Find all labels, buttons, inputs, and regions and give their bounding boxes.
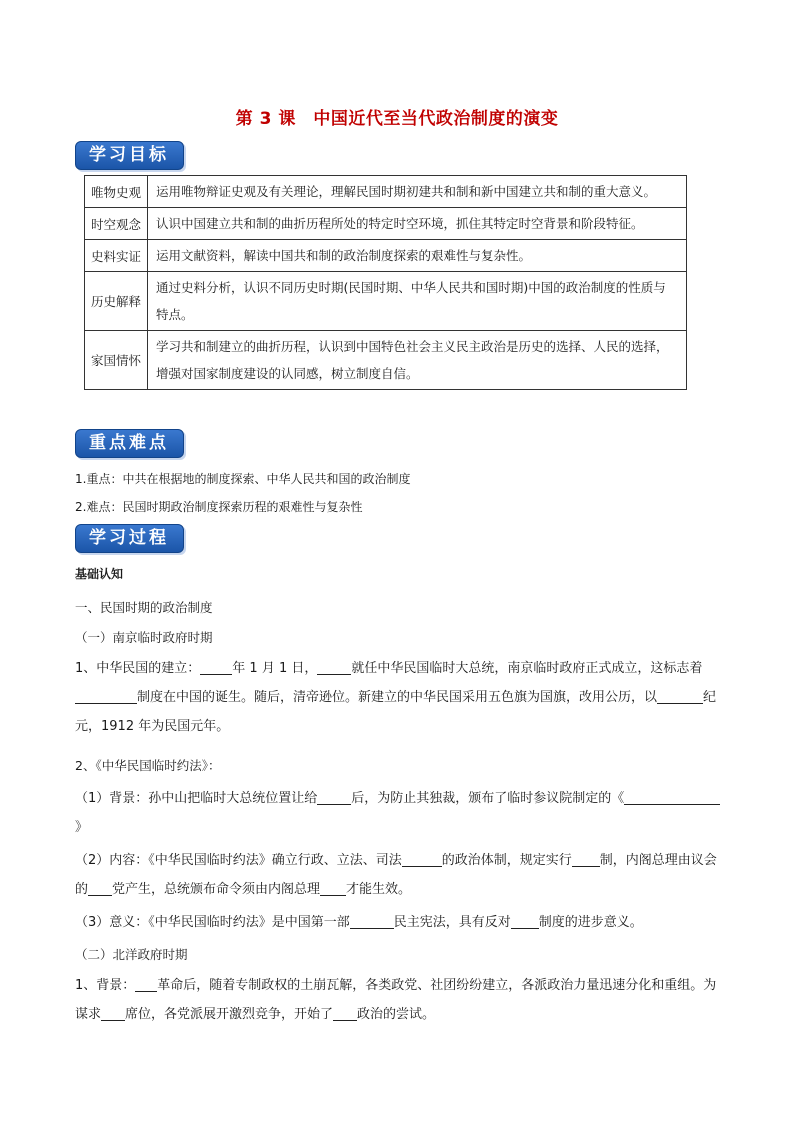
paragraph-background: （1）背景：孙中山把临时大总统位置让给 后，为防止其独裁，颁布了临时参议院制定的《》 <box>75 784 723 842</box>
objective-category: 历史解释 <box>85 272 148 331</box>
key-point: 1.重点：中共在根据地的制度探索、中华人民共和国的政治制度 <box>75 472 411 486</box>
fill-blank[interactable] <box>101 1005 125 1021</box>
table-row <box>85 272 687 331</box>
fill-blank[interactable] <box>350 913 394 929</box>
paragraph-founding: 1、中华民国的建立： 年 1 月 1 日， 就任中华民国临时大总统，南京临时政府正式成立，这标志着制度在中国的诞生。随后，清帝逊位。新建立的中华民国采用五色旗为国旗，改用公历，以 纪元，1912 年为民国元年。 <box>75 661 717 734</box>
fill-blank[interactable] <box>624 789 720 805</box>
paragraph-beiyang: 1、背景： 革命后，随着专制政权的土崩瓦解，各类政党、社团纷纷建立，各派政治力量迅速分化和重组。为谋求 席位，各党派展开激烈竞争，开始了 政治的尝试。 <box>75 978 717 1022</box>
fill-blank[interactable] <box>88 880 112 896</box>
keypoints-badge: 重点难点 <box>75 429 184 458</box>
objectives-table <box>84 175 687 390</box>
fill-blank[interactable] <box>135 976 157 992</box>
fill-blank[interactable] <box>511 913 539 929</box>
basic-heading: 基础认知 <box>75 567 124 581</box>
fill-blank[interactable] <box>320 880 346 896</box>
fill-blank[interactable] <box>317 659 351 675</box>
paragraph-content: （2）内容：《中华民国临时约法》确立行政、立法、司法 的政治体制，规定实行 制，内阁总理由议会的 党产生，总统颁布命令须由内阁总理 才能生效。 <box>75 853 717 897</box>
objective-text: 通过史料分析，认识不同历史时期(民国时期、中华人民共和国时期)中国的政治制度的性质与特点。 <box>148 272 687 331</box>
objective-text: 认识中国建立共和制的曲折历程所处的特定时空环境，抓住其特定时空背景和阶段特征。 <box>148 208 687 240</box>
table-row <box>85 331 687 390</box>
fill-blank[interactable] <box>657 688 703 704</box>
objective-category: 家国情怀 <box>85 331 148 390</box>
objective-text: 学习共和制建立的曲折历程，认识到中国特色社会主义民主政治是历史的选择、人民的选择，增强对国家制度建设的认同感，树立制度自信。 <box>148 331 687 390</box>
objective-category: 唯物史观 <box>85 176 148 208</box>
fill-blank[interactable] <box>317 789 351 805</box>
difficult-point: 2.难点：民国时期政治制度探索历程的艰难性与复杂性 <box>75 500 363 514</box>
objective-category: 时空观念 <box>85 208 148 240</box>
objective-text: 运用文献资料，解读中国共和制的政治制度探索的艰难性与复杂性。 <box>148 240 687 272</box>
fill-blank[interactable] <box>572 851 600 867</box>
objectives-badge: 学习目标 <box>75 141 184 170</box>
subsection-heading: （二）北洋政府时期 <box>75 947 188 962</box>
process-badge: 学习过程 <box>75 524 184 553</box>
objective-category: 史料实证 <box>85 240 148 272</box>
paragraph-significance: （3）意义：《中华民国临时约法》是中国第一部 民主宪法，具有反对 制度的进步意义。 <box>75 915 643 930</box>
table-row <box>85 176 687 208</box>
table-row <box>85 208 687 240</box>
fill-blank[interactable] <box>75 688 137 704</box>
table-row <box>85 240 687 272</box>
constitution-heading: 2、《中华民国临时约法》： <box>75 758 221 773</box>
section-heading: 一、民国时期的政治制度 <box>75 600 213 615</box>
fill-blank[interactable] <box>402 851 442 867</box>
fill-blank[interactable] <box>200 659 232 675</box>
subsection-heading: （一）南京临时政府时期 <box>75 630 213 645</box>
fill-blank[interactable] <box>333 1005 357 1021</box>
page-title: 第 3 课 中国近代至当代政治制度的演变 <box>235 109 559 129</box>
objective-text: 运用唯物辩证史观及有关理论，理解民国时期初建共和制和新中国建立共和制的重大意义。 <box>148 176 687 208</box>
